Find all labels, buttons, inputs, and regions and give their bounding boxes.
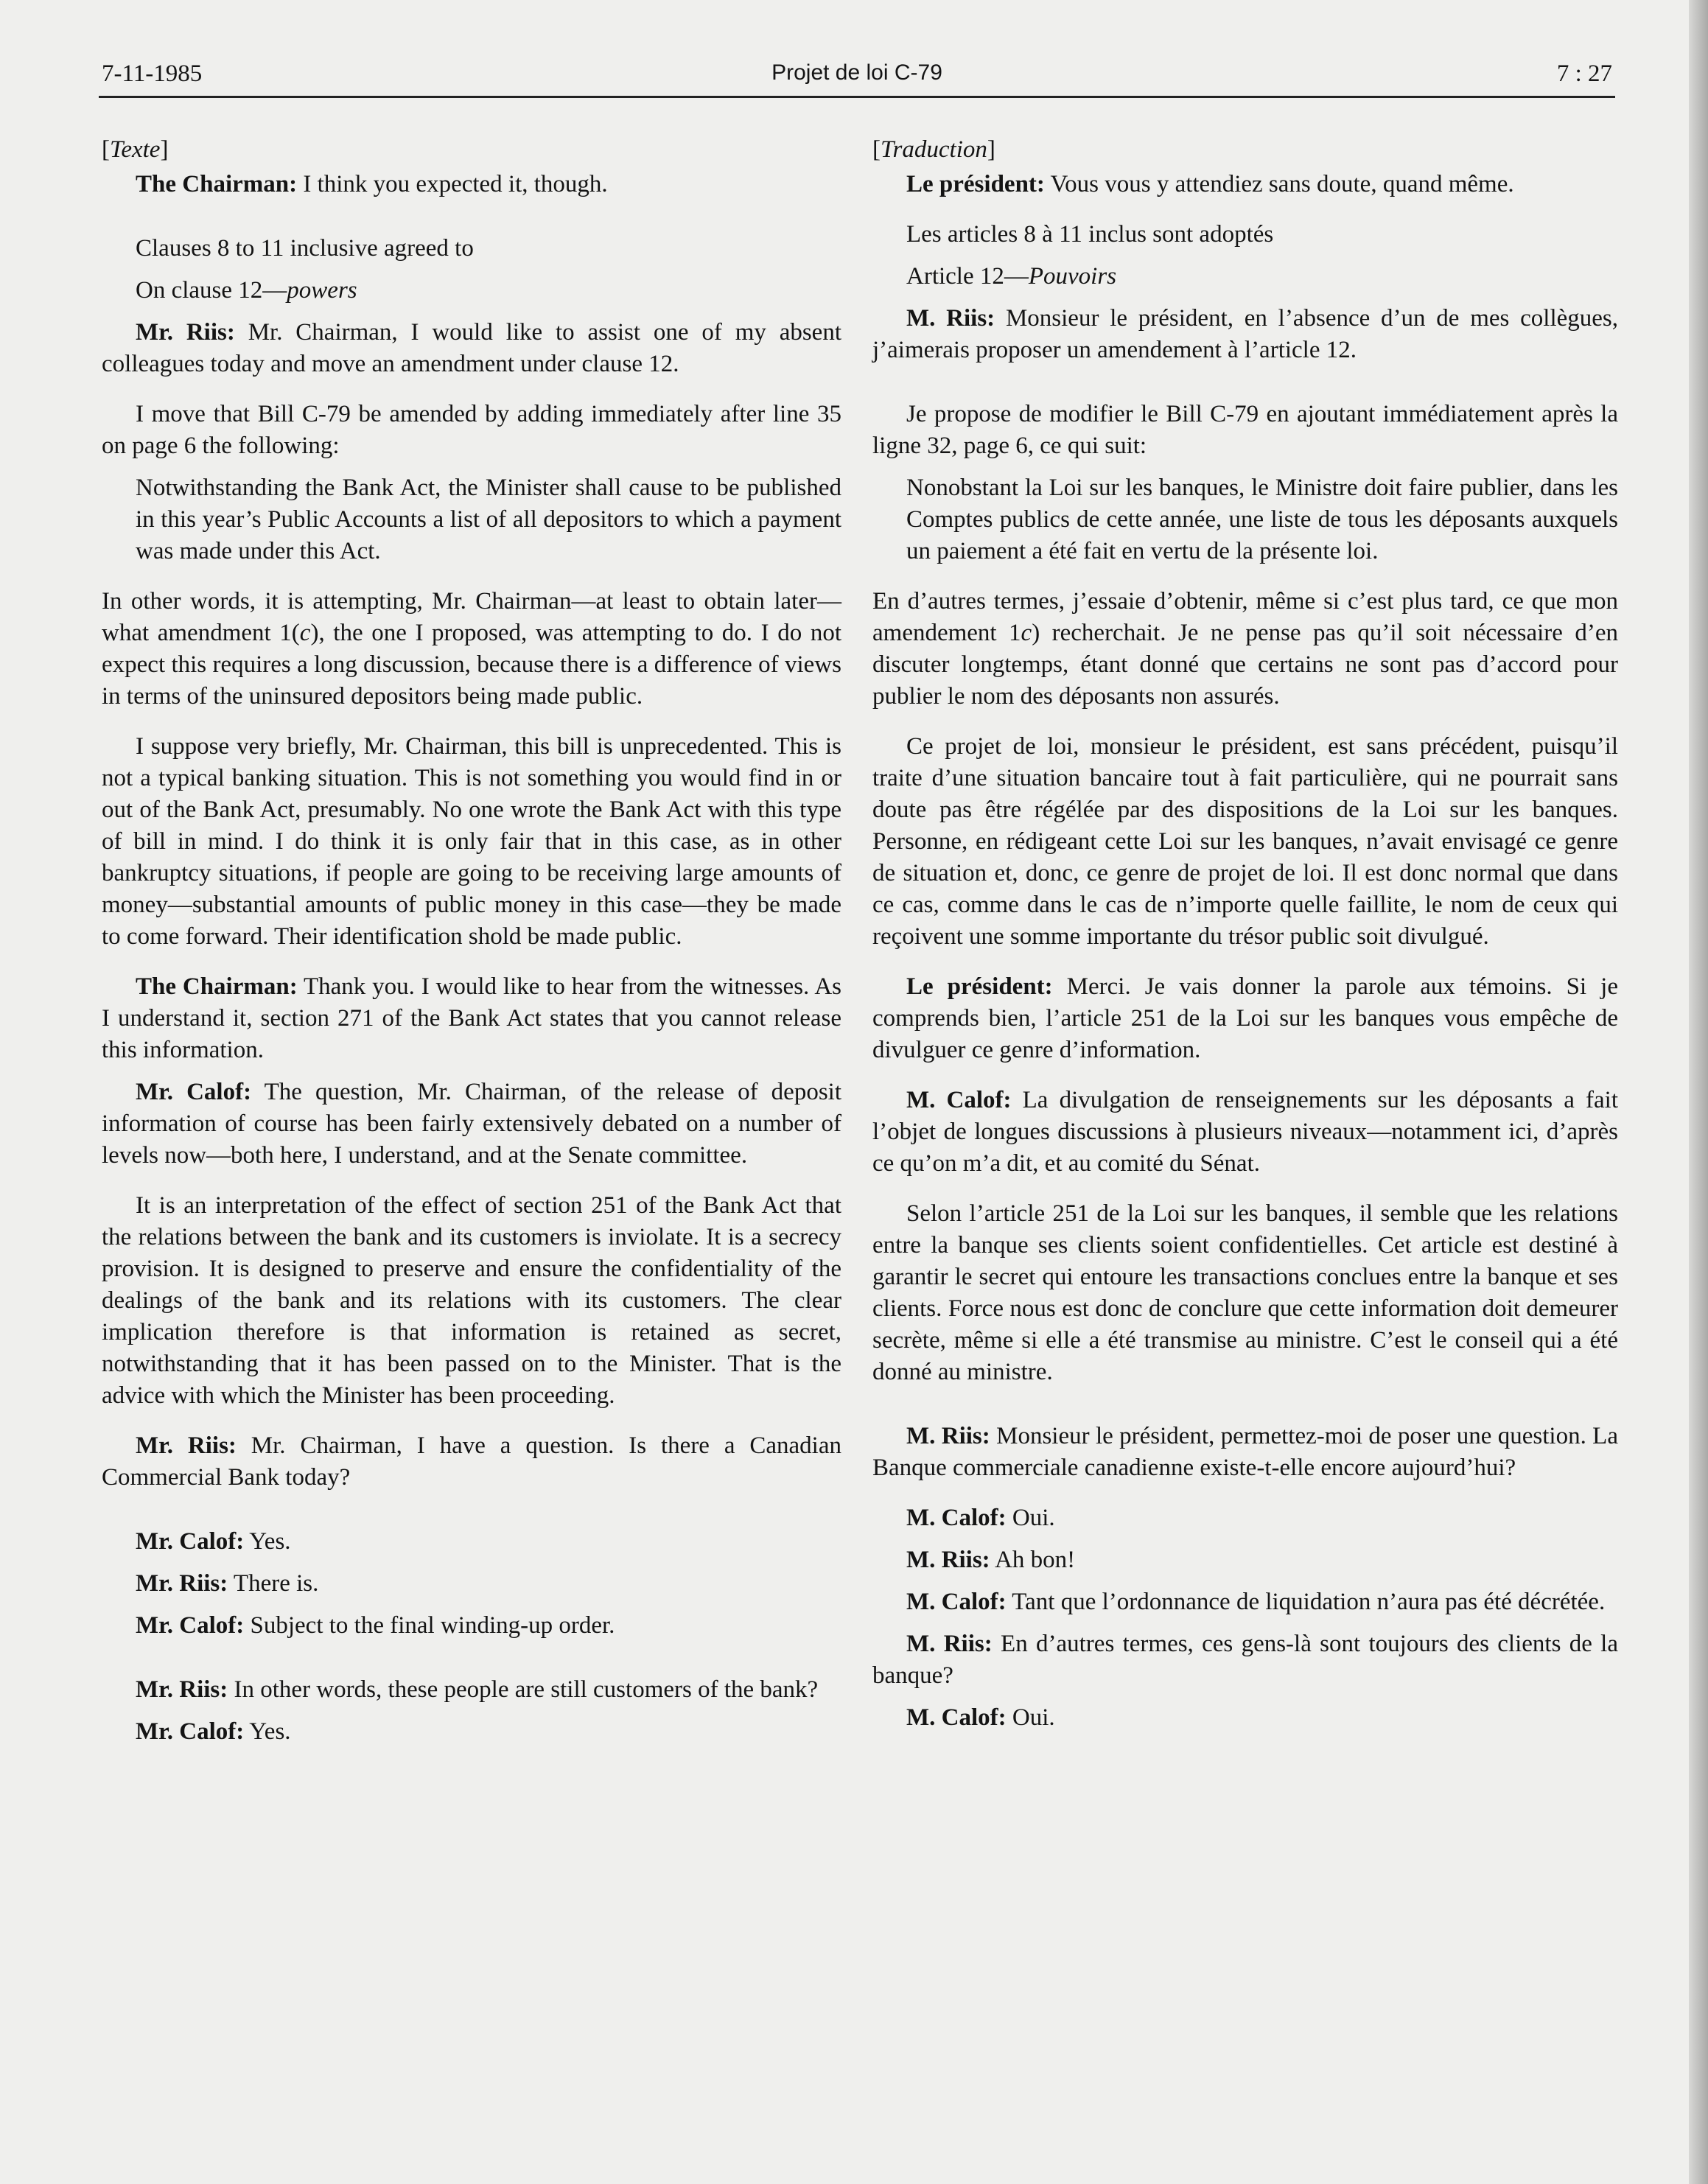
paragraph	[102, 1610, 841, 1642]
speech-text: En d’autres termes, j’essaie d’obtenir, même si c’est plus tard, ce que mon amendement 1	[872, 588, 1618, 646]
paragraph	[102, 1674, 841, 1706]
clause-heading	[872, 261, 1618, 293]
paragraph	[872, 1702, 1618, 1734]
paragraph: Ce projet de loi, monsieur le président, est sans précédent, puisqu’il traite d’une situation bancaire tout à fait particulière, qui ne pourrait sans doute pas être régélée par des dispositions de la Loi sur les banques. Personne, en rédigeant cette Loi sur les banques, n’avait envisagé ce genre de situation et, donc, ce genre de projet de loi. Il est donc normal que dans ce cas, comme dans le cas de n’importe quelle faillite, le nom de ceux qui reçoivent une somme importante du trésor public soit divulgué.	[872, 733, 1618, 950]
speech-text: Yes.	[244, 1718, 291, 1745]
speech-text: Mr. Chairman, I would like to assist one of my absent colleagues today and move an amendment under clause 12.	[102, 319, 842, 377]
english-column	[102, 134, 841, 1758]
speech-text: Thank you. I would like to hear from the witnesses. As I understand it, section 271 of the Bank Act states that you cannot release this information.	[102, 973, 841, 1063]
speaker-name: Mr. Calof:	[136, 1528, 245, 1555]
paragraph	[102, 1077, 841, 1172]
speaker-name: M. Riis:	[906, 1631, 993, 1657]
speaker-name: M. Calof:	[906, 1505, 1007, 1531]
paragraph	[872, 1502, 1618, 1534]
procedural-note: Clauses 8 to 11 inclusive agreed to	[136, 235, 474, 262]
paragraph	[872, 586, 1618, 713]
paragraph	[102, 317, 841, 380]
speaker-name: Mr. Riis:	[136, 1570, 228, 1597]
speech-text: ) recherchait. Je ne pense pas qu’il soit nécessaire d’en discuter longtemps, étant donné que certains ne sont pas d’accord pour publier le nom des déposants non assurés.	[872, 620, 1618, 710]
speech-text: La divulgation de renseignements sur les déposants a fait l’objet de longues discussions à plusieurs niveaux—notamment ici, d’après ce qu’on m’a dit, et au comité du Sénat.	[872, 1087, 1618, 1177]
italic-letter: c	[1021, 620, 1032, 646]
header-page-number: 7 : 27	[1556, 60, 1612, 87]
speaker-name: M. Calof:	[906, 1704, 1007, 1731]
paragraph: It is an interpretation of the effect of section 251 of the Bank Act that the relations between the bank and its customers is inviolate. It is a secrecy provision. It is designed to preserve and ensure the confidentiality of the dealings of the bank and its relations with its customers. The clear implication therefore is that information is retained as secret, notwithstanding that it has been passed on to the Minister. That is the advice with which the Minister has been proceeding.	[102, 1192, 841, 1409]
clause-title: Pouvoirs	[1028, 263, 1117, 290]
speaker-name: Mr. Calof:	[136, 1718, 245, 1745]
speaker-name: The Chairman:	[136, 973, 298, 1000]
speech-text: Monsieur le président, en l’absence d’un de mes collègues, j’aimerais proposer un amendement à l’article 12.	[872, 305, 1618, 363]
motion-text: Je propose de modifier le Bill C-79 en ajoutant immédiatement après la ligne 32, page 6, ce qui suit:	[872, 401, 1618, 459]
motion-text: I move that Bill C-79 be amended by adding immediately after line 35 on page 6 the following:	[102, 401, 841, 459]
speech-text: In other words, these people are still customers of the bank?	[228, 1676, 819, 1703]
amendment-text: Nonobstant la Loi sur les banques, le Ministre doit faire publier, dans les Comptes publics de cette année, une liste de tous les déposants auxquels un paiement a été fait en vertu de la présente loi.	[906, 475, 1618, 564]
paragraph: I suppose very briefly, Mr. Chairman, this bill is unprecedented. This is not a typical banking situation. This is not something you would find in or out of the Bank Act, presumably. No one wrote the Bank Act with this type of bill in mind. I do think it is only fair that in this case, as in other bankruptcy situations, if people are going to be receiving large amounts of money—substantial amounts of public money in this case—they be made to come forward. Their identification shold be made public.	[102, 733, 841, 950]
speech-text: Vous vous y attendiez sans doute, quand même.	[1044, 171, 1514, 197]
clause-prefix: Article 12—	[906, 263, 1029, 290]
paragraph	[102, 1430, 841, 1494]
speech-text: Subject to the final winding-up order.	[244, 1612, 615, 1639]
paragraph	[872, 1085, 1618, 1180]
speech-text: There is.	[228, 1570, 319, 1597]
paragraph	[872, 1544, 1618, 1576]
paragraph	[102, 586, 841, 713]
paragraph	[102, 1716, 841, 1748]
header-title: Projet de loi C-79	[771, 60, 942, 85]
speaker-name: The Chairman:	[136, 171, 298, 197]
speaker-name: Mr. Calof:	[136, 1079, 252, 1105]
clause-prefix: On clause 12—	[136, 277, 287, 304]
speech-text: Merci. Je vais donner la parole aux témoins. Si je comprends bien, l’article 251 de la Loi sur les banques vous empêche de divulguer ce genre d’information.	[872, 973, 1618, 1063]
paragraph	[102, 971, 841, 1066]
language-label: [Texte]	[102, 136, 169, 163]
speaker-name: M. Calof:	[906, 1589, 1007, 1615]
paragraph	[102, 169, 841, 200]
paragraph	[102, 1568, 841, 1600]
page-header	[102, 60, 1612, 97]
italic-letter: c	[299, 620, 311, 646]
speech-text: Ah bon!	[990, 1547, 1076, 1573]
header-date: 7-11-1985	[102, 60, 203, 87]
french-column	[872, 134, 1618, 1744]
speaker-name: M. Riis:	[906, 305, 995, 332]
paragraph	[872, 1421, 1618, 1484]
paragraph	[872, 1586, 1618, 1618]
speech-text: Tant que l’ordonnance de liquidation n’aura pas été décrétée.	[1006, 1589, 1606, 1615]
speaker-name: Mr. Riis:	[136, 319, 235, 346]
language-label-text: Traduction	[881, 136, 987, 163]
speech-text: I think you expected it, though.	[297, 171, 608, 197]
speaker-name: M. Riis:	[906, 1547, 990, 1573]
speaker-name: M. Riis:	[906, 1423, 990, 1449]
paragraph	[872, 971, 1618, 1066]
clause-title: powers	[287, 277, 357, 304]
page-edge-shadow	[1689, 0, 1708, 2184]
paragraph	[872, 303, 1618, 366]
speaker-name: Mr. Riis:	[136, 1432, 237, 1459]
paragraph: Selon l’article 251 de la Loi sur les banques, il semble que les relations entre la banque ses clients soient confidentielles. Cet article est destiné à garantir le secret qui entoure les transactions conclues entre la banque et ses clients. Force nous est donc de conclure que cette information doit demeurer secrète, même si elle a été transmise au ministre. C’est le conseil qui a été donné au ministre.	[872, 1200, 1618, 1385]
speech-text: ), the one I proposed, was attempting to do. I do not expect this requires a long discussion, because there is a difference of views in terms of the uninsured depositors being made public.	[102, 620, 842, 710]
speaker-name: Le président:	[906, 171, 1045, 197]
amendment-text: Notwithstanding the Bank Act, the Minister shall cause to be published in this year’s Public Accounts a list of all depositors to which a payment was made under this Act.	[136, 475, 841, 564]
speech-text: En d’autres termes, ces gens-là sont toujours des clients de la banque?	[872, 1631, 1618, 1689]
speech-text: The question, Mr. Chairman, of the release of deposit information of course has been fairly extensively debated on a number of levels now—both here, I understand, and at the Senate committee.	[102, 1079, 842, 1169]
speech-text: In other words, it is attempting, Mr. Chairman—at least to obtain later—what amendment 1(	[102, 588, 841, 646]
language-label-text: Texte	[110, 136, 161, 163]
speech-text: Oui.	[1006, 1505, 1055, 1531]
speaker-name: Mr. Riis:	[136, 1676, 228, 1703]
paragraph	[102, 1526, 841, 1558]
header-rule	[99, 96, 1615, 98]
procedural-note: Les articles 8 à 11 inclus sont adoptés	[906, 221, 1274, 248]
clause-heading	[102, 275, 841, 307]
language-label: [Traduction]	[872, 136, 995, 163]
speech-text: Yes.	[244, 1528, 291, 1555]
speech-text: Mr. Chairman, I have a question. Is there a Canadian Commercial Bank today?	[102, 1432, 841, 1491]
speech-text: Monsieur le président, permettez-moi de poser une question. La Banque commerciale canadienne existe-t-elle encore aujourd’hui?	[872, 1423, 1618, 1481]
speaker-name: Mr. Calof:	[136, 1612, 245, 1639]
speaker-name: Le président:	[906, 973, 1053, 1000]
paragraph	[872, 169, 1618, 200]
speaker-name: M. Calof:	[906, 1087, 1012, 1113]
paragraph	[872, 1628, 1618, 1692]
speech-text: Oui.	[1006, 1704, 1055, 1731]
